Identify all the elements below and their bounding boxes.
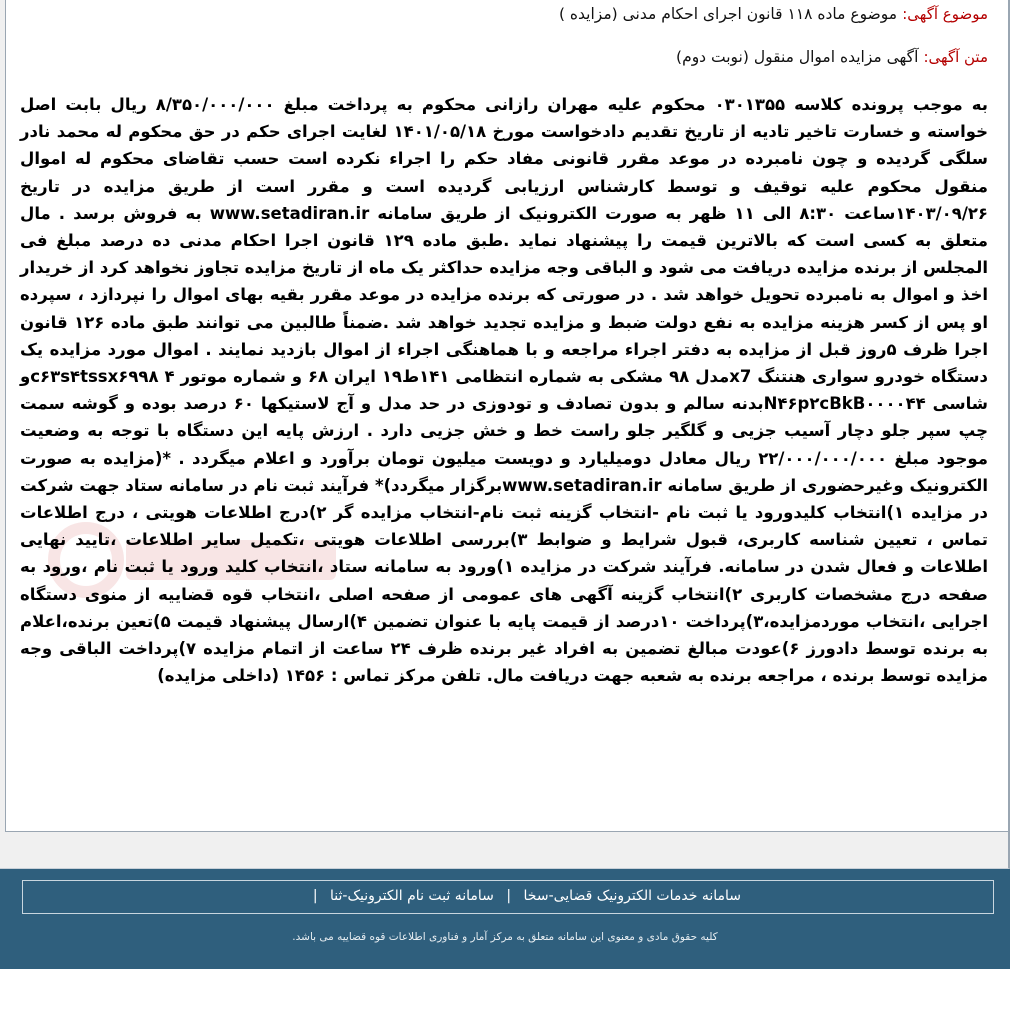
link-separator: | <box>506 888 512 904</box>
link-separator-end: | <box>312 888 318 904</box>
footer <box>0 869 1010 969</box>
copyright-text: کلیه حقوق مادی و معنوی این سامانه متعلق به مرکز آمار و فناوری اطلاعات قوه قضاییه می باشد. <box>292 931 718 943</box>
subject-label: موضوع آگهی: <box>902 5 988 23</box>
notice-body: به موجب پرونده کلاسه ۰۳۰۱۳۵۵ محکوم علیه مهران رازانی محکوم به پرداخت مبلغ ۸/۳۵۰/۰۰۰/۰۰۰ ریال بابت اصل خواسته و خسارت تاخیر تادیه از تاریخ تقدیم دادخواست مورخ ۱۴۰۱/۰۵/۱۸ لغایت اجرای حکم در حق محکوم له محمد نادر سلگی گردیده و چون نامبرده در موعد مقرر قانونی مفاد حکم را اجراء نکرده است حسب تقاضای محکوم له اموال منقول محکوم علیه توقیف و توسط کارشناس ارزیابی گردیده است و مقرر است از طریق مزایده در تاریخ ۱۴۰۳/۰۹/۲۶ساعت ۸:۳۰ الی ۱۱ ظهر به صورت الکترونیک از طریق سامانه www.setadiran.ir به فروش برسد . مال متعلق به کسی است که بالاترین قیمت را پیشنهاد نماید .طبق ماده ۱۲۹ قانون اجرا احکام مدنی ده درصد مبلغ فی المجلس از برنده مزایده دریافت می شود و الباقی وجه مزایده حداکثر یک ماه از تاریخ مزایده تجاوز نخواهد کرد از خریدار اخذ و اموال به نامبرده تحویل خواهد شد . در صورتی که برنده مزایده در موعد مقرر بقیه بهای اموال را نپردازد ، سپرده او پس از کسر هزینه مزایده به نفع دولت ضبط و مزایده تجدید خواهد شد .ضمناً طالبین می توانند طبق ماده ۱۲۶ قانون اجرا ظرف ۵روز قبل از مزایده به دفتر اجراء مراجعه و با هماهنگی اجراء از اموال بازدید نمایند . اموال مورد مزایده یک دستگاه خودرو سواری هنتنگ x7مدل ۹۸ مشکی به شماره انتظامی ۱۴۱ط۱۹ ایران ۶۸ و شماره موتور ۴ c۶۳s۴tssx۶۹۹۸و شاسی N۴۶p۲cBkB۰۰۰۰۴۴بدنه سالم و بدون تصادف و تودوزی در حد مدل و آج لاستیکها ۶۰ درصد بوده و گوشه سمت چپ سپر جلو دچار آسیب جزیی و گلگیر جلو راست خط و خش جزیی دارد . ارزش پایه این دستگاه با توجه به وضعیت موجود مبلغ ۲۲/۰۰۰/۰۰۰/۰۰۰ ریال معادل دومیلیارد و دویست میلیون تومان برآورد و اعلام میگردد . *(مزایده به صورت الکترونیک وغیرحضوری از طریق سامانه www.setadiran.irبرگزار میگردد)* فرآیند ثبت نام در سامانه ستاد جهت شرکت در مزایده ۱)انتخاب کلیدورود یا ثبت نام -انتخاب گزینه ثبت نام-انتخاب مزایده گر ۲)درج اطلاعات هویتی ، درج اطلاعات تماس ، تعیین شناسه کاربری، قبول شرایط و ضوابط ۳)بررسی اطلاعات هویتی ،تکمیل سایر اطلاعات ،تایید نهایی اطلاعات و فعال شدن در سامانه. فرآیند شرکت در مزایده ۱)ورود به سامانه ستاد ،انتخاب کلید ورود یا ثبت نام ،ورود به صفحه درج مشخصات کاربری ۲)انتخاب گزینه آگهی های عمومی از صفحه اصلی ،انتخاب قوه قضاییه از منوی دستگاه اجرایی ،انتخاب موردمزایده،۳)پرداخت ۱۰درصد از قیمت پایه با عنوان تضمین ۴)ارسال پیشنهاد قیمت ۵)تعین برنده،اعلام به برنده توسط دادورز ۶)عودت مبالغ تضمین به افراد غیر برنده ظرف ۲۴ ساعت از اتمام مزایده ۷)پرداخت الباقی وجه مزایده توسط برنده ، مراجعه برنده به شعبه جهت دریافت مال. تلفن مرکز تماس : ۱۴۵۶ (داخلی مزایده) <box>20 95 989 686</box>
notice-content <box>5 0 1008 832</box>
notice-text-row <box>676 47 988 66</box>
sakha-link[interactable]: سامانه خدمات الکترونیک قضایی-سخا <box>523 888 741 904</box>
footer-link-bar <box>22 880 994 914</box>
notice-text-value: آگهی مزایده اموال منقول (نوبت دوم) <box>676 48 919 66</box>
subject-row <box>559 4 988 23</box>
sana-link[interactable]: سامانه ثبت نام الکترونیک-ثنا <box>330 888 494 904</box>
subject-value: موضوع ماده ۱۱۸ قانون اجرای احکام مدنی (مزایده ) <box>558 5 898 23</box>
notice-text-label: متن آگهی: <box>923 48 988 66</box>
